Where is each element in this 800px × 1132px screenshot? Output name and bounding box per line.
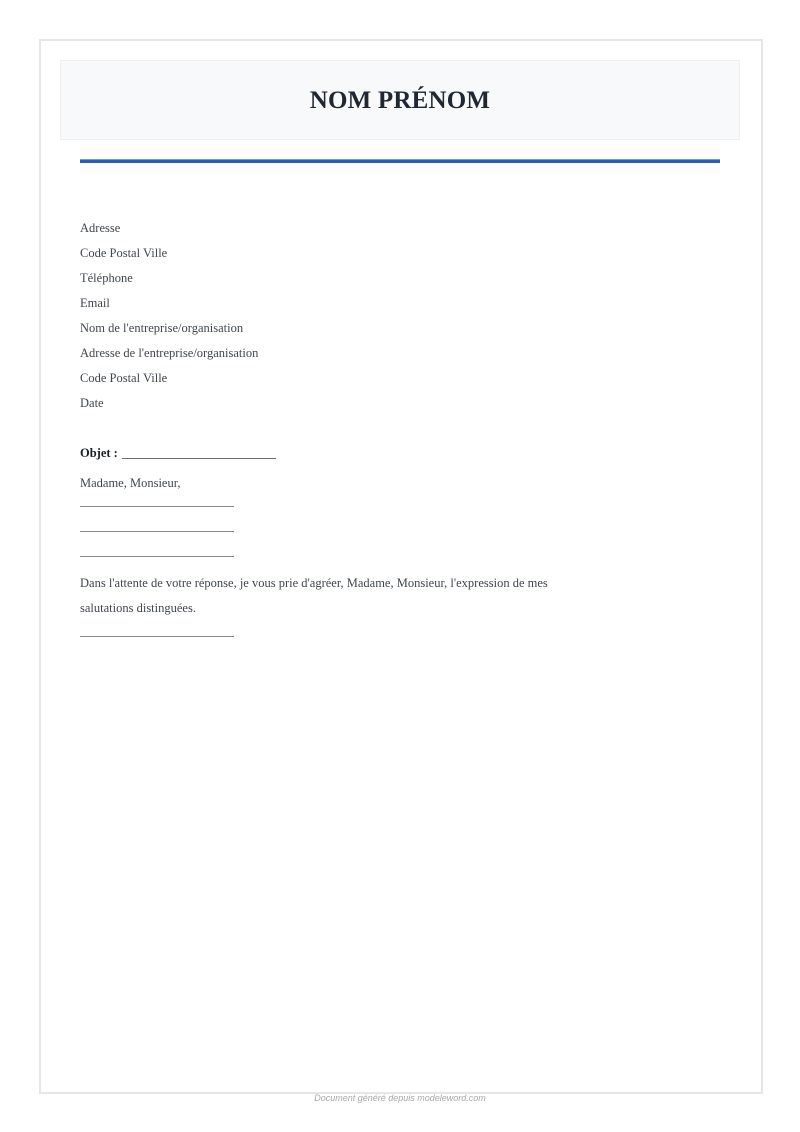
footer-credit: Document généré depuis modeleword.com — [314, 1093, 486, 1103]
page-title: NOM PRÉNOM — [309, 87, 491, 114]
header-box — [60, 60, 740, 140]
sender-email: Email — [80, 296, 110, 310]
letter-date: Date — [80, 396, 104, 410]
recipient-postal-city: Code Postal Ville — [80, 371, 168, 385]
signature-field[interactable] — [80, 621, 720, 651]
body-paragraph-3[interactable] — [80, 546, 720, 571]
blank-line — [80, 636, 234, 637]
recipient-company-address: Adresse de l'entreprise/organisation — [80, 346, 259, 360]
sender-postal-city: Code Postal Ville — [80, 246, 168, 260]
header-divider — [80, 148, 720, 174]
letter-body — [80, 216, 720, 651]
greeting: Madame, Monsieur, — [80, 476, 181, 490]
subject-label: Objet : — [80, 446, 118, 460]
subject-blank-field[interactable] — [122, 444, 276, 459]
sender-address: Adresse — [80, 221, 121, 235]
body-paragraph-1[interactable] — [80, 496, 720, 521]
closing-paragraph: Dans l'attente de votre réponse, je vous prie d'agréer, Madame, Monsieur, l'expression de mes salutations distinguées. — [80, 576, 548, 615]
blank-line — [80, 556, 234, 557]
document-page — [39, 39, 763, 1094]
subject-line — [80, 441, 720, 466]
sender-phone: Téléphone — [80, 271, 133, 285]
accent-rule — [80, 159, 720, 163]
recipient-company-name: Nom de l'entreprise/organisation — [80, 321, 244, 335]
body-paragraph-2[interactable] — [80, 521, 720, 546]
blank-line — [80, 531, 234, 532]
blank-line — [80, 506, 234, 507]
spacer — [80, 416, 720, 441]
